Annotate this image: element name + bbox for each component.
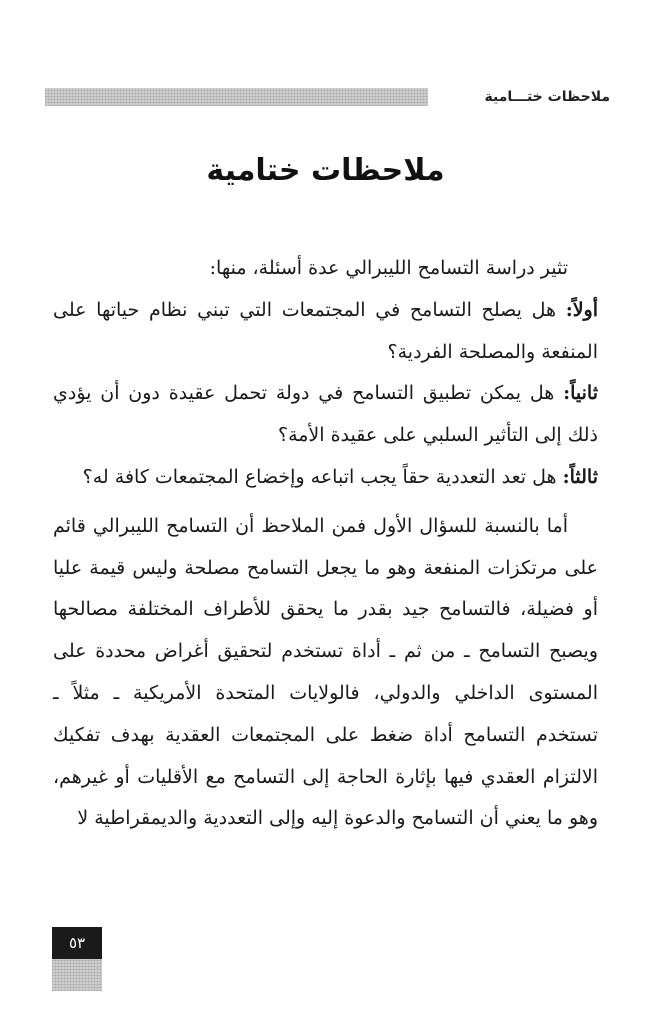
body-text — [53, 248, 598, 840]
paragraph-spacer — [53, 499, 598, 506]
question-3-label: ثالثاً: — [562, 465, 598, 488]
main-paragraph: أما بالنسبة للسؤال الأول فمن الملاحظ أن التسامح الليبرالي قائم على مرتكزات المنفعة وهو ما يجعل التسامح مصلحة وليس قيمة عليا أو فضيلة، فالتسامح جيد بقدر ما يحقق للأطراف المختلفة مصالحها ويصبح التسامح ـ من ثم ـ أداة تستخدم لتحقيق أغراض محددة على المستوى الداخلي والدولي، فالولايات المتحدة الأمريكية ـ مثلاً ـ تستخدم التسامح أداة ضغط على المجتمعات العقدية بهدف تفكيك الالتزام العقدي فيها بإثارة الحاجة إلى التسامح مع الأقليات أو غيرهم، وهو ما يعني أن التسامح والدعوة إليه وإلى التعددية والديمقراطية لا — [53, 514, 598, 830]
question-2-text: هل يمكن تطبيق التسامح في دولة تحمل عقيدة دون أن يؤدي ذلك إلى التأثير السلبي على عقيدة الأمة؟ — [53, 382, 598, 447]
question-1 — [53, 290, 598, 374]
running-header-title: ملاحظات ختـــامية — [484, 89, 610, 105]
question-2 — [53, 373, 598, 457]
question-1-text: هل يصلح التسامح في المجتمعات التي تبني نظام حياتها على المنفعة والمصلحة الفردية؟ — [53, 298, 598, 363]
question-3 — [53, 457, 598, 499]
page-number: ٥٣ — [52, 927, 102, 959]
page-number-shade — [52, 959, 102, 991]
question-2-label: ثانياً: — [563, 382, 599, 405]
running-header — [45, 86, 610, 108]
intro-line: تثير دراسة التسامح الليبرالي عدة أسئلة، منها: — [209, 257, 568, 279]
header-decorative-bar — [45, 88, 428, 106]
question-3-text: هل تعد التعددية حقاً يجب اتباعه وإخضاع المجتمعات كافة له؟ — [82, 465, 557, 488]
chapter-title: ملاحظات ختامية — [206, 153, 445, 188]
question-1-label: أولاً: — [565, 298, 598, 321]
